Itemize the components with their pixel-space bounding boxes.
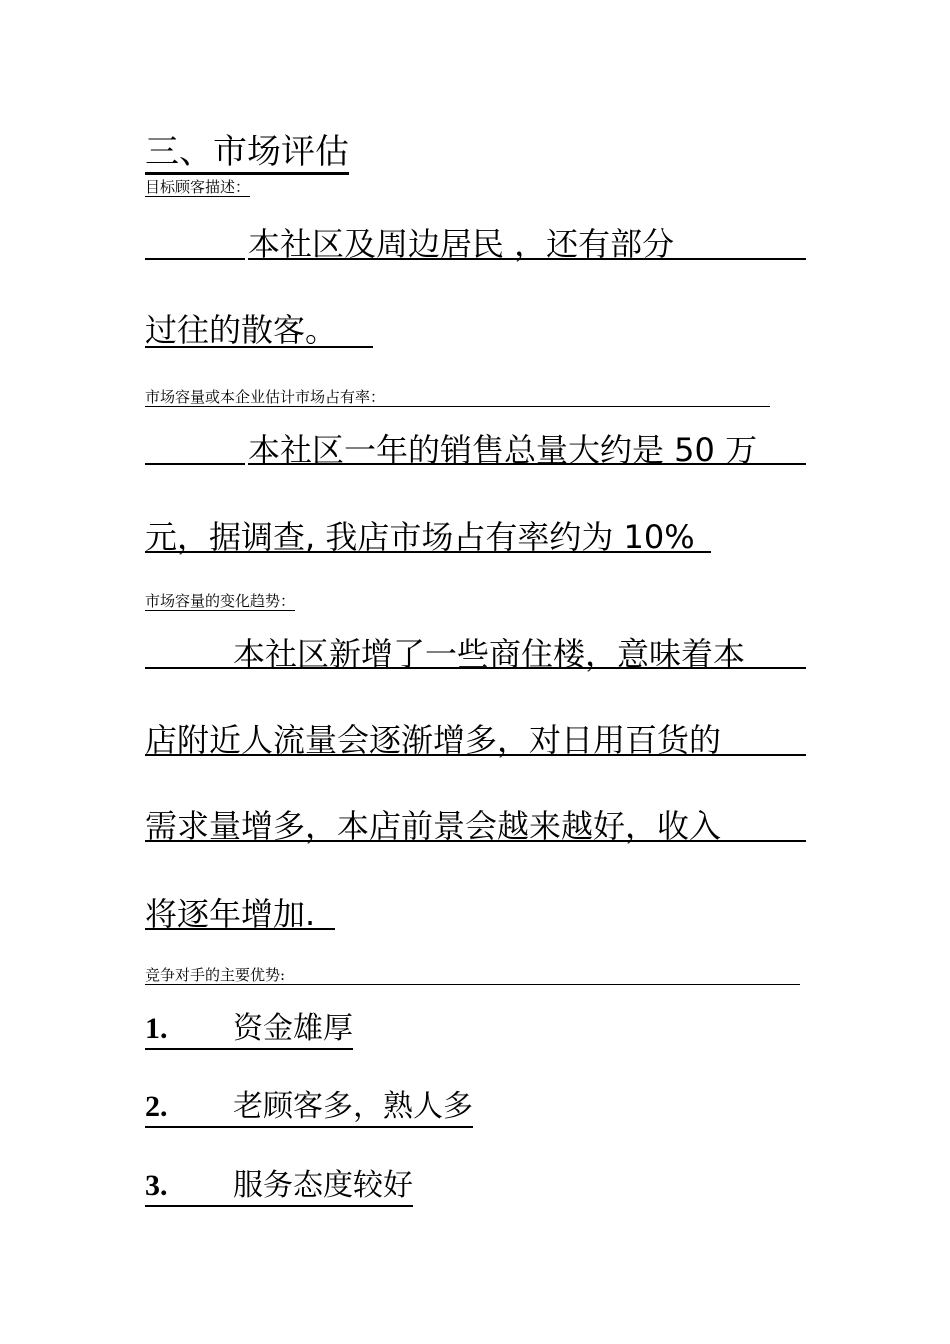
advantage-item <box>145 1167 413 1207</box>
label-target-customers: 目标顾客描述： <box>145 178 251 196</box>
body-line: 本社区及周边居民 ，还有部分 <box>248 225 675 263</box>
body-line: 将逐年增加. <box>145 895 316 933</box>
item-text: 老顾客多，熟人多 <box>233 1089 473 1124</box>
section-title: 三、市场评估 <box>145 132 349 175</box>
body-underline <box>145 928 335 930</box>
body-underline <box>145 754 806 756</box>
body-underline <box>145 551 711 553</box>
indent-underline <box>145 463 245 465</box>
body-line: 需求量增多，本店前景会越来越好，收入 <box>145 807 722 845</box>
item-number: 2. <box>145 1090 168 1123</box>
indent-underline <box>145 258 245 260</box>
item-text: 资金雄厚 <box>233 1011 353 1046</box>
advantage-item <box>145 1010 353 1050</box>
body-underline <box>248 258 806 260</box>
body-line: 本社区一年的销售总量大约是 50 万 <box>248 431 758 469</box>
indent-underline <box>145 667 233 669</box>
label-competitor-advantages: 竞争对手的主要优势: <box>145 966 800 985</box>
item-text: 服务态度较好 <box>233 1168 413 1203</box>
item-number: 1. <box>145 1012 168 1045</box>
advantage-item <box>145 1088 473 1128</box>
body-underline <box>233 667 806 669</box>
label-market-share: 市场容量或本企业估计市场占有率： <box>145 388 770 407</box>
body-line: 过往的散客。 <box>145 311 338 349</box>
body-underline <box>145 840 806 842</box>
item-number: 3. <box>145 1169 168 1202</box>
body-line: 元，据调查, 我店市场占有率约为 10% <box>145 518 695 556</box>
body-line: 本社区新增了一些商住楼，意味着本 <box>233 635 746 673</box>
label-market-trend: 市场容量的变化趋势： <box>145 592 296 610</box>
body-underline <box>248 463 806 465</box>
body-line: 店附近人流量会逐渐增多，对日用百货的 <box>145 721 722 759</box>
body-underline <box>145 346 373 348</box>
